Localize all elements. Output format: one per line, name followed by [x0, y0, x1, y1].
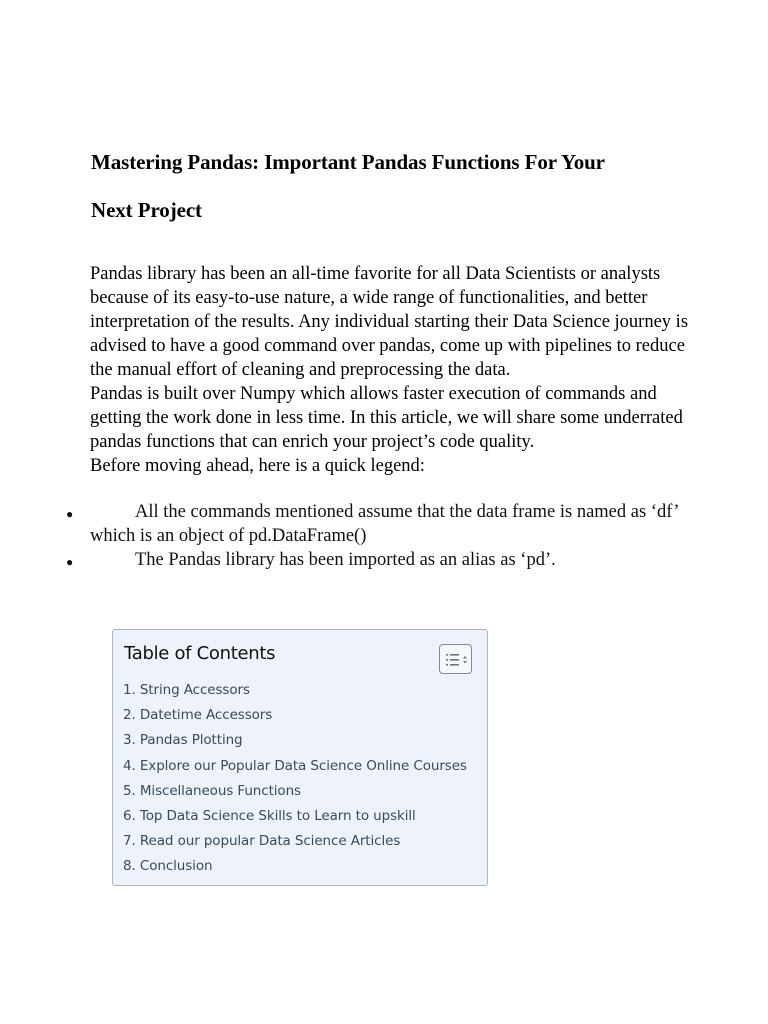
toc-item-pandas-plotting[interactable]: 3. Pandas Plotting: [123, 732, 243, 749]
bullet-icon: ●: [66, 507, 74, 521]
list-toggle-icon: [446, 653, 468, 667]
numpy-paragraph: Pandas is built over Numpy which allows faster execution of commands and getting the work done in less time. In this article, we will share some underrated pandas functions that can enrich your project’s code quality.: [90, 384, 683, 452]
intro-paragraph: Pandas library has been an all-time favorite for all Data Scientists or analysts because of its easy-to-use nature, a wide range of functionalities, and better interpretation of the results. Any individual starting their Data Science journey is advised to have a good command over pandas, come up with pipelines to reduce the manual effort of cleaning and preprocessing the data.: [90, 264, 689, 380]
toc-item-data-science-skills[interactable]: 6. Top Data Science Skills to Learn to upskill: [123, 808, 416, 825]
toc-item-datetime-accessors[interactable]: 2. Datetime Accessors: [123, 707, 273, 724]
toc-title: Table of Contents: [124, 643, 276, 664]
toc-item-conclusion[interactable]: 8. Conclusion: [123, 858, 213, 875]
title-line-2: Next Project: [91, 198, 202, 222]
list-item: [0, 500, 690, 548]
bullet-text: The Pandas library has been imported as an alias as ‘pd’.: [135, 550, 556, 570]
toc-item-online-courses[interactable]: 4. Explore our Popular Data Science Online Courses: [123, 757, 467, 774]
legend-intro: Before moving ahead, here is a quick legend:: [90, 456, 425, 476]
list-item: [0, 548, 690, 572]
article-body: [90, 262, 690, 478]
toc-item-data-science-articles[interactable]: 7. Read our popular Data Science Articles: [123, 833, 401, 850]
title-line-1: Mastering Pandas: Important Pandas Functions For Your: [91, 150, 605, 174]
bullet-text: All the commands mentioned assume that the data frame is named as ‘df’ which is an object of pd.DataFrame(): [90, 502, 679, 546]
table-of-contents: [112, 629, 488, 886]
toc-item-miscellaneous-functions[interactable]: 5. Miscellaneous Functions: [123, 782, 301, 799]
legend-list: [0, 500, 700, 572]
toc-item-string-accessors[interactable]: 1. String Accessors: [123, 682, 250, 698]
bullet-icon: ●: [66, 555, 74, 569]
toc-list: [123, 678, 467, 880]
page-title: [91, 138, 691, 234]
toc-toggle-button[interactable]: [439, 644, 472, 674]
